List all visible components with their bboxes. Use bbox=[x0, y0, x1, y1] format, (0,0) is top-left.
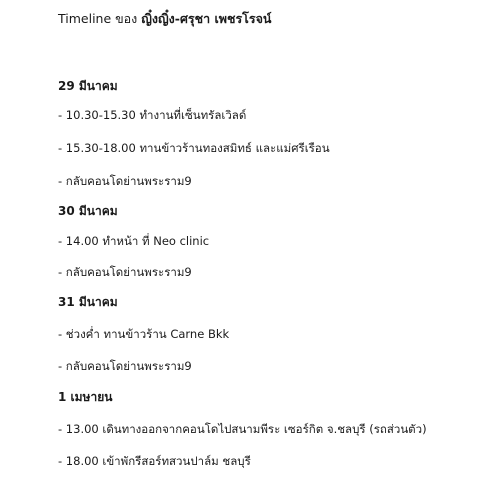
list-item: - ช่วงค่ำ ทานข้าวร้าน Carne Bkk bbox=[58, 327, 230, 341]
title-prefix: Timeline ของ bbox=[58, 11, 138, 26]
list-item: - 18.00 เข้าพักรีสอร์ทสวนปาล์ม ชลบุรี bbox=[58, 454, 251, 468]
list-item: - 14.00 ทำหน้า ที่ Neo clinic bbox=[58, 234, 210, 248]
list-item: - กลับคอนโดย่านพระราม9 bbox=[58, 265, 192, 279]
list-item: - 15.30-18.00 ทานข้าวร้านทองสมิทธ์ และแม่ศรีเรือน bbox=[58, 141, 330, 155]
title-name: ญิ๋งญิ๋ง-ศรุชา เพชรโรจน์ bbox=[141, 11, 272, 26]
list-item: - กลับคอนโดย่านพระราม9 bbox=[58, 359, 192, 373]
list-item: - 13.00 เดินทางออกจากคอนโดไปสนามพีระ เซอร์กิต จ.ชลบุรี (รถส่วนตัว) bbox=[58, 422, 427, 436]
list-item: - 10.30-15.30 ทำงานที่เซ็นทรัลเวิลด์ bbox=[58, 108, 247, 122]
list-item: - กลับคอนโดย่านพระราม9 bbox=[58, 174, 192, 188]
page-title bbox=[58, 10, 271, 28]
day-heading-1-april: 1 เมษายน bbox=[58, 390, 113, 404]
day-heading-31-march: 31 มีนาคม bbox=[58, 295, 118, 309]
day-heading-29-march: 29 มีนาคม bbox=[58, 79, 118, 93]
day-heading-30-march: 30 มีนาคม bbox=[58, 204, 118, 218]
